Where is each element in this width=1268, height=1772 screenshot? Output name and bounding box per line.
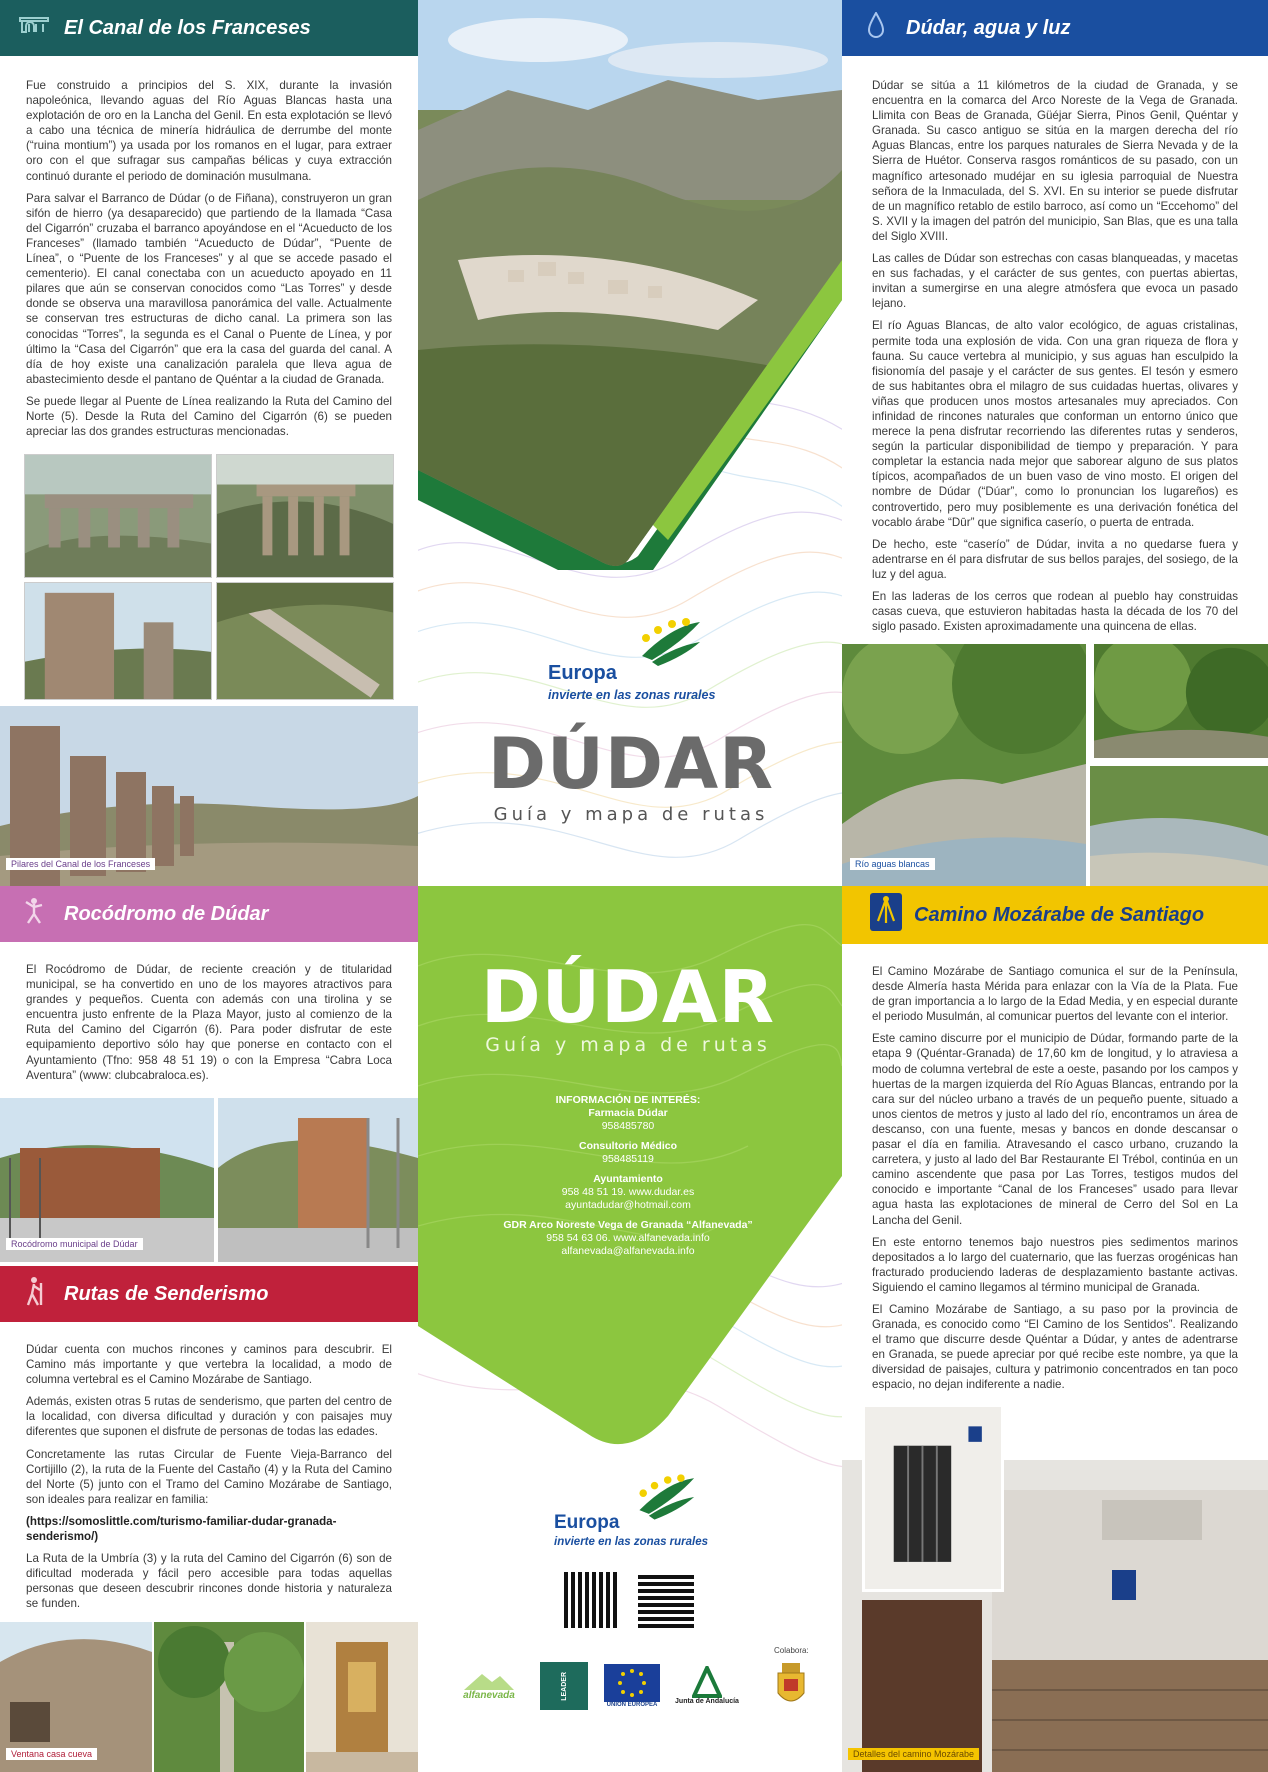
ue-logo bbox=[604, 1662, 660, 1710]
canal-header bbox=[0, 0, 418, 56]
cover-panel bbox=[418, 0, 842, 886]
hiker-icon bbox=[14, 1275, 54, 1313]
info-block bbox=[468, 1094, 788, 1258]
climber-icon bbox=[14, 896, 54, 932]
junta-emblem-icon bbox=[692, 1666, 722, 1698]
mozarabe-paragraph-1: El Camino Mozárabe de Santiago comunica el sur de la Península, desde Almería hasta Mérida para enlazar con la Vía de la Plata. Fue de gran importancia a lo largo de la Edad Media, y en especial durante el periodo Musulmán, al comunicar puertos del levante con el interior. bbox=[872, 965, 1238, 1024]
rutas-link[interactable]: (https://somoslittle.com/turismo-familiar-dudar-granada-senderismo/) bbox=[26, 1514, 337, 1544]
rutas-photo-altar bbox=[306, 1622, 418, 1772]
dudar-paragraph-3: El río Aguas Blancas, de alto valor ecológico, de aguas cristalinas, permite toda una explosión de vida. Con una gran riqueza de flora y fauna. Su cauce vertebra al municipio, y sus aguas han esculpido la fisionomía del pasaje y el carácter de sus gentes. El tesón y esmero de sus habitantes obra el milagro de sus cuidadas huertas, olivares y viñas que producen unos mostos artesanales muy apreciados. Con infinidad de rincones naturales que conforman un entorno único que merece la pena disfrutar recorriendo las diferentes rutas y senderos, según la particular disponibilidad de tiempo y preparación. Y para completar la estancia nada mejor que saborear alguno de sus platos típicos, acompañados de un buen vaso de vino mosto. El origen del nombre de Dúdar (“Dúar”, como lo pronuncian los lugareños) es controvertido, pero muy posiblemente es una derivación fonética del vocablo árabe “Dūr” que significa caserío, o puerta de entrada. bbox=[872, 319, 1238, 529]
shield-icon bbox=[776, 1663, 806, 1709]
junta-logo bbox=[672, 1658, 742, 1712]
info-ayuntamiento-name: Ayuntamiento bbox=[593, 1173, 663, 1185]
info-consultorio-phone: 958485119 bbox=[602, 1153, 654, 1165]
rutas-text bbox=[26, 1342, 392, 1619]
canal-photo-aqueduct-2 bbox=[216, 454, 394, 578]
cover-title: DÚDAR bbox=[487, 723, 775, 805]
mozarabe-paragraph-2: Este camino discurre por el municipio de Dúdar, formando parte de la etapa 9 (Quéntar-Granada) de 17,60 km de longitud, y lo atraviesa a modo de columna vertebral de este a oeste, pasando por los campos y huertas de la margen izquierda del Río Aguas Blancas, entrando por la cara sur del núcleo urbano a través de un pequeño puente, situado a unos cientos de metros y justo al lado del río, encontramos un área de descanso, con una fuente, mesas y bancos en donde descansar o pasar el día en familia. Atravesando el casco urbano, cruzando la carretera, y justo al lado del Bar Restaurante El Trébol, continúa en un camino ascendente que pasa por Las Torres, testigos mudos del conocido e importante “Canal de los Franceses” usado para llevar agua hasta las explotaciones de mineral de Cerro del Sol en La Lancha del Genil. bbox=[872, 1032, 1238, 1227]
dudar-shield-logo bbox=[774, 1660, 808, 1712]
canal-photo-bridge bbox=[216, 582, 394, 700]
aqueduct-icon bbox=[14, 16, 54, 40]
back-panel bbox=[418, 886, 842, 1772]
roco-photo-tower bbox=[218, 1098, 418, 1262]
water-drop-icon bbox=[856, 12, 896, 44]
info-gdr-name: GDR Arco Noreste Vega de Granada “Alfanevada” bbox=[503, 1219, 753, 1231]
info-gdr-line-2: alfanevada@alfanevada.info bbox=[561, 1245, 695, 1257]
roco-title: Rocódromo de Dúdar bbox=[64, 902, 269, 925]
cover-europa-sub: invierte en las zonas rurales bbox=[548, 688, 716, 702]
canal-photo-aqueduct-1 bbox=[24, 454, 212, 578]
canal-paragraph-3: Se puede llegar al Puente de Línea realizando la Ruta del Camino del Norte (5). Desde la Ruta del Camino del Cigarrón (6) se pueden apreciar las dos grandes estructuras mencionadas. bbox=[26, 394, 392, 439]
canal-photo-tower bbox=[24, 582, 212, 700]
mozarabe-photo-window bbox=[862, 1404, 1004, 1592]
europa-stars-icon bbox=[630, 1472, 696, 1520]
dudar-paragraph-1: Dúdar se sitúa a 11 kilómetros de la ciudad de Granada, y se encuentra en la comarca del Arco Noreste de la Vega de Granada. Llimita con Beas de Granada, Güéjar Sierra, Pinos Genil, Quéntar y Granada. Su casco antiguo se sitúa en la margen derecha del río Aguas Blancas, entre los parques naturales de Sierra Nevada y de la Sierra de Huétor. Conserva rasgos románticos de su pasado, con un magnífico artesonado mudéjar en su iglesia parroquial de Nuestra señora de la Inmaculada, del S. XVI. En su interior se puede disfrutar de un magnífico retablo de estilo barroco, así como un “Eccehomo” del S. XVII y la imagen del patrón del municipio, San Blas, que es una talla del Siglo XVIII. bbox=[872, 79, 1238, 243]
roco-caption: Rocódromo municipal de Dúdar bbox=[6, 1238, 143, 1250]
junta-logo-text: Junta de Andalucía bbox=[675, 1697, 739, 1705]
dudar-text bbox=[872, 78, 1238, 641]
rutas-paragraph-3: Concretamente las rutas Circular de Fuente Vieja-Barranco del Cortijillo (2), la ruta de la Fuente del Castaño (4) y la Ruta del Camino del Norte (5) junto con el Tramo del Camino Mozárabe de Santiago, son ideales para realizar en familia: bbox=[26, 1447, 392, 1506]
info-ayuntamiento-line-1: 958 48 51 19. www.dudar.es bbox=[561, 1186, 695, 1198]
camino-shell-icon bbox=[868, 893, 904, 937]
back-europa-word: Europa bbox=[554, 1512, 620, 1533]
leader-logo bbox=[540, 1662, 588, 1710]
mozarabe-paragraph-4: El Camino Mozárabe de Santiago, a su paso por la provincia de Granada, es conocido como “El Camino de los Sentidos”. Realizando el tramo que discurre desde Quéntar a Dúdar, y antes de adentrarse en Granada, se puede apreciar por qué recibe este nombre, ya que la diversidad de paisajes, cultura y patrimonio concentrados en tan poco espacio, no dejan indiferente a nadie. bbox=[872, 1302, 1238, 1392]
mozarabe-text bbox=[872, 964, 1238, 1400]
cover-europa-word: Europa bbox=[548, 662, 617, 684]
rutas-paragraph-4: La Ruta de la Umbría (3) y la ruta del Camino del Cigarrón (6) son de dificultad moderada y fácil pero accesible para todas aquellas personas que deseen descubrir rincones donde historia y naturaleza se funden. bbox=[26, 1552, 392, 1611]
alfanevada-logo bbox=[456, 1660, 522, 1710]
info-heading: INFORMACIÓN DE INTERÉS: bbox=[555, 1094, 701, 1106]
info-farmacia-name: Farmacia Dúdar bbox=[588, 1107, 668, 1119]
back-subtitle: Guía y mapa de rutas bbox=[485, 1034, 771, 1056]
rutas-title: Rutas de Senderismo bbox=[64, 1282, 269, 1305]
info-farmacia-phone: 958485780 bbox=[601, 1120, 655, 1132]
dudar-photo-river-path bbox=[842, 644, 1086, 886]
dudar-paragraph-2: Las calles de Dúdar son estrechas con casas blanqueadas, y macetas en sus fachadas, y el carácter de sus gentes, con puertas abiertas, invitan a sumergirse en una alegre atmósfera que evoca un pasado lejano. bbox=[872, 252, 1238, 311]
roco-header bbox=[0, 886, 418, 942]
canal-title: El Canal de los Franceses bbox=[64, 16, 311, 39]
qr-code-1[interactable] bbox=[564, 1572, 620, 1628]
info-ayuntamiento-line-2: ayuntadudar@hotmail.com bbox=[565, 1199, 691, 1211]
dudar-photo-riverbank bbox=[1090, 644, 1268, 762]
dudar-paragraph-5: En las laderas de los cerros que rodean al pueblo hay construidas casas cueva, que estuvieron habitadas hasta la década de los 70 del siglo pasado. Existen aproximadamente una quincena de ellas. bbox=[872, 590, 1238, 634]
colabora-label: Colabora: bbox=[774, 1646, 809, 1655]
dudar-caption: Río aguas blancas bbox=[850, 858, 935, 870]
info-gdr-line-1: 958 54 63 06. www.alfanevada.info bbox=[546, 1232, 710, 1244]
canal-caption: Pilares del Canal de los Franceses bbox=[6, 858, 155, 870]
canal-paragraph-1: Fue construido a principios del S. XIX, durante la invasión napoleónica, llevando aguas del Río Aguas Blancas hasta una explotación de oro en la Lancha del Genil. En esta explotación se llevó a cabo una técnica de minería hidráulica de derrumbe del monte (“ruina montium”) ya usada por los romanos en el lugar, para extraer oro con el que sufragar sus campañas bélicas y cuya extracción continuó durante el periodo de dominación musulmana. bbox=[26, 79, 392, 183]
back-europa-sub: invierte en las zonas rurales bbox=[554, 1536, 709, 1548]
mozarabe-title: Camino Mozárabe de Santiago bbox=[914, 903, 1205, 926]
info-consultorio-name: Consultorio Médico bbox=[579, 1140, 677, 1152]
roco-text bbox=[26, 962, 392, 1090]
rutas-caption: Ventana casa cueva bbox=[6, 1748, 97, 1760]
cover-landscape-photo bbox=[418, 0, 842, 570]
rutas-paragraph-1: Dúdar cuenta con muchos rincones y caminos para descubrir. El Camino más importante y que vertebra la localidad, a modo de columna vertebral es el Camino Mozárabe de Santiago. bbox=[26, 1343, 392, 1387]
rutas-paragraph-2: Además, existen otras 5 rutas de senderismo, que parten del centro de la localidad, con diversa dificultad y duración y con paisajes muy diferentes que suponen el disfrute de personas de todas las edades. bbox=[26, 1395, 392, 1439]
dudar-header bbox=[842, 0, 1268, 56]
mozarabe-header bbox=[842, 886, 1268, 944]
dudar-photo-riverbed bbox=[1090, 766, 1268, 886]
mozarabe-paragraph-3: En este entorno tenemos bajo nuestros pies sedimentos marinos depositados a lo largo del cuaternario, que las fuerzas orogénicas han fracturado produciendo laderas de desplazamiento bastante activas. Siguiendo el camino llegamos al término municipal de Granada. bbox=[872, 1235, 1238, 1294]
rutas-photo-trees bbox=[154, 1622, 304, 1772]
canal-text bbox=[26, 78, 392, 446]
dudar-paragraph-4: De hecho, este “caserío” de Dúdar, invita a no quedarse fuera y adentrarse en él para disfrutar de sus bellos parajes, del sosiego, de la luz y del agua. bbox=[872, 537, 1238, 581]
rutas-header bbox=[0, 1266, 418, 1322]
alfanevada-logo-text: alfanevada bbox=[463, 1689, 515, 1701]
canal-paragraph-2: Para salvar el Barranco de Dúdar (o de Fiñana), construyeron un gran sifón de hierro (ya desaparecido) que partiendo de la llamada “Casa del Cigarrón” cruzaba el barranco apoyándose en el “Acueducto de los Franceses” (llamado también “Acueducto de Dúdar”, “Puente de Línea”, o “Puente de los Franceses” y al que se accede pasado el cementerio). El canal conectaba con un acueducto apoyado en 11 pilares que aún se conservan conocidos como “Las Torres” y desde donde se observa una maravillosa panorámica del valle. Actualmente se conservan tres estructuras de dicho canal. La primera son las conocidas “Torres”, la segunda es el Canal o Puente de Línea, y por último la “Casa del Cigarrón” que era la casa del guarda del canal. A día de hoy existe una canalización paralela que lleva agua de abastecimiento desde el pantano de Quéntar a la ciudad de Granada. bbox=[26, 191, 392, 386]
dudar-title: Dúdar, agua y luz bbox=[906, 16, 1071, 39]
back-title: DÚDAR bbox=[480, 955, 776, 1039]
leader-logo-text: LEADER bbox=[560, 1671, 568, 1701]
eu-flag-icon bbox=[604, 1664, 660, 1702]
ue-logo-text: UNIÓN EUROPEA bbox=[606, 1702, 658, 1708]
roco-paragraph-1: El Rocódromo de Dúdar, de reciente creación y de titularidad municipal, se ha convertido en uno de los mayores atractivos para grandes y pequeños. Cuenta con además con una tirolina y se encuentra justo enfrente de la Plaza Mayor, justo al comienzo de la Ruta del Camino del Cigarrón (6). Para poder disfrutar de este equipamiento deportivo sólo hay que ponerse en contacto con el Ayuntamiento (Tfno: 958 48 51 19) o con la Empresa “Cabra Loca Aventura” (www: clubcabraloca.es). bbox=[26, 963, 392, 1082]
cover-europa-logo bbox=[548, 616, 728, 706]
europa-stars-icon bbox=[632, 616, 702, 666]
alfanevada-mountain-icon bbox=[464, 1670, 514, 1690]
back-europa-logo bbox=[554, 1472, 734, 1558]
qr-code-2[interactable] bbox=[638, 1572, 694, 1628]
mozarabe-caption: Detalles del camino Mozárabe bbox=[848, 1748, 979, 1760]
cover-subtitle: Guía y mapa de rutas bbox=[493, 804, 769, 825]
